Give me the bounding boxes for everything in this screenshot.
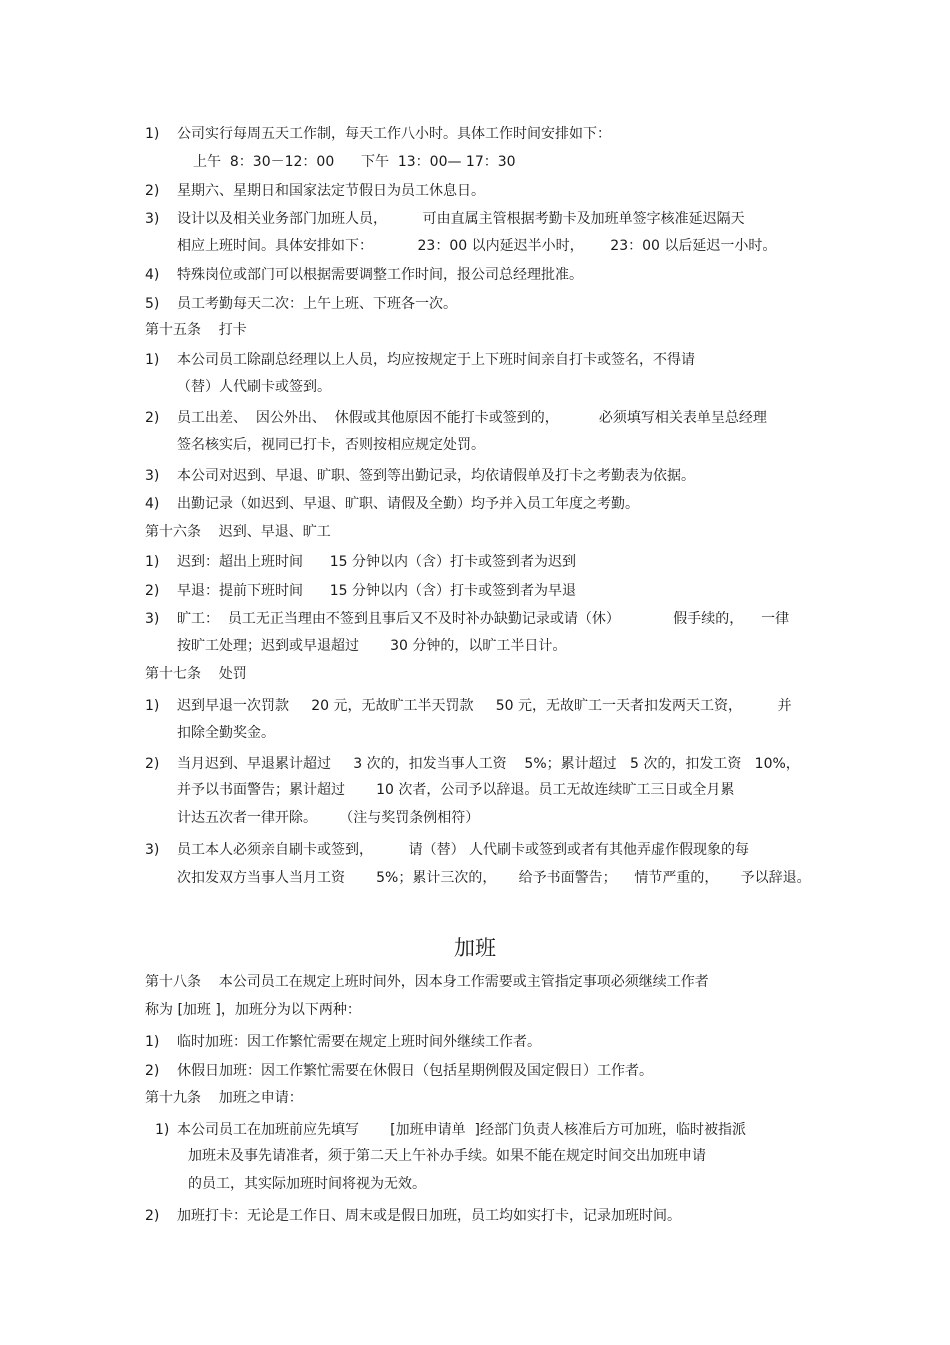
work-schedule-line: 上午 8：30－12：00 下午 13：00— 17：30 xyxy=(193,154,516,170)
article-text: 称为 [加班 ]，加班分为以下两种： xyxy=(145,1002,361,1018)
list-item-text: 星期六、星期日和国家法定节假日为员工休息日。 xyxy=(177,183,485,199)
list-item-text: 设计以及相关业务部门加班人员， 可由直属主管根据考勤卡及加班单签字核准延迟隔天 xyxy=(177,211,745,227)
article-title: 第十七条 处罚 xyxy=(145,666,247,682)
list-number: 3) xyxy=(145,468,160,484)
list-number: 2) xyxy=(145,756,160,772)
list-number: 3) xyxy=(145,611,160,627)
list-number: 2) xyxy=(145,1063,160,1079)
list-item-text: 迟到早退一次罚款 20 元，无故旷工半天罚款 50 元，无故旷工一天者扣发两天工资， 并 xyxy=(177,698,792,714)
article-title: 第十九条 加班之申请： xyxy=(145,1090,303,1106)
list-number: 1) xyxy=(145,1034,160,1050)
list-item-text: 相应上班时间。具体安排如下： 23：00 以内延迟半小时， 23：00 以后延迟一小时。 xyxy=(177,238,777,254)
list-number: 5) xyxy=(145,296,160,312)
list-item-text: 本公司对迟到、早退、旷职、签到等出勤记录，均依请假单及打卡之考勤表为依据。 xyxy=(177,468,695,484)
list-number: 2) xyxy=(145,583,160,599)
list-item-text: （替）人代刷卡或签到。 xyxy=(177,379,331,395)
list-item-text: 当月迟到、早退累计超过 3 次的，扣发当事人工资 5%；累计超过 5 次的，扣发工资 10%， xyxy=(177,756,800,772)
list-number: 2) xyxy=(145,1208,160,1224)
list-number: 3) xyxy=(145,842,160,858)
list-item-text: 并予以书面警告；累计超过 10 次者，公司予以辞退。员工无故连续旷工三日或全月累 xyxy=(177,782,735,798)
list-item-text: 员工出差、 因公外出、 休假或其他原因不能打卡或签到的， 必须填写相关表单呈总经理 xyxy=(177,410,767,426)
list-number: 1) xyxy=(145,126,160,142)
list-number: 2) xyxy=(145,410,160,426)
list-item-text: 特殊岗位或部门可以根据需要调整工作时间，报公司总经理批准。 xyxy=(177,267,583,283)
list-item-text: 本公司员工在加班前应先填写 [加班申请单 ]经部门负责人核准后方可加班，临时被指派 xyxy=(177,1122,746,1138)
list-item-text: 扣除全勤奖金。 xyxy=(177,725,275,741)
list-item-text: 休假日加班：因工作繁忙需要在休假日（包括星期例假及国定假日）工作者。 xyxy=(177,1063,653,1079)
list-number: 1) xyxy=(145,352,160,368)
list-item-text: 本公司员工除副总经理以上人员，均应按规定于上下班时间亲自打卡或签名，不得请 xyxy=(177,352,695,368)
list-item-text: 签名核实后，视同已打卡，否则按相应规定处罚。 xyxy=(177,437,485,453)
list-item-text: 员工考勤每天二次：上午上班、下班各一次。 xyxy=(177,296,457,312)
list-number: 4) xyxy=(145,496,160,512)
list-item-text: 的员工，其实际加班时间将视为无效。 xyxy=(188,1176,426,1192)
list-number: 1) xyxy=(145,554,160,570)
list-item-text: 公司实行每周五天工作制，每天工作八小时。具体工作时间安排如下： xyxy=(177,126,611,142)
list-number: 2) xyxy=(145,183,160,199)
section-heading: 加班 xyxy=(454,936,496,960)
list-item-text: 迟到：超出上班时间 15 分钟以内（含）打卡或签到者为迟到 xyxy=(177,554,576,570)
list-number: 4) xyxy=(145,267,160,283)
list-item-text: 加班打卡：无论是工作日、周末或是假日加班，员工均如实打卡，记录加班时间。 xyxy=(177,1208,681,1224)
list-item-text: 出勤记录（如迟到、早退、旷职、请假及全勤）均予并入员工年度之考勤。 xyxy=(177,496,639,512)
list-item-text: 临时加班：因工作繁忙需要在规定上班时间外继续工作者。 xyxy=(177,1034,541,1050)
list-item-text: 次扣发双方当事人当月工资 5%；累计三次的， 给予书面警告； 情节严重的， 予以辞退。 xyxy=(177,870,811,886)
list-item-text: 计达五次者一律开除。 （注与奖罚条例相符） xyxy=(177,810,480,826)
article-title: 第十八条 本公司员工在规定上班时间外，因本身工作需要或主管指定事项必须继续工作者 xyxy=(145,974,709,990)
list-item-text: 加班未及事先请准者，须于第二天上午补办手续。如果不能在规定时间交出加班申请 xyxy=(188,1148,706,1164)
article-title: 第十六条 迟到、早退、旷工 xyxy=(145,524,331,540)
list-number: 1) xyxy=(155,1122,170,1138)
list-item-text: 早退：提前下班时间 15 分钟以内（含）打卡或签到者为早退 xyxy=(177,583,576,599)
list-number: 1) xyxy=(145,698,160,714)
article-title: 第十五条 打卡 xyxy=(145,322,247,338)
list-item-text: 按旷工处理；迟到或早退超过 30 分钟的，以旷工半日计。 xyxy=(177,638,567,654)
list-item-text: 员工本人必须亲自刷卡或签到， 请（替） 人代刷卡或签到或者有其他弄虚作假现象的每 xyxy=(177,842,750,858)
list-number: 3) xyxy=(145,211,160,227)
list-item-text: 旷工： 员工无正当理由不签到且事后又不及时补办缺勤记录或请（休） 假手续的， 一律 xyxy=(177,611,790,627)
